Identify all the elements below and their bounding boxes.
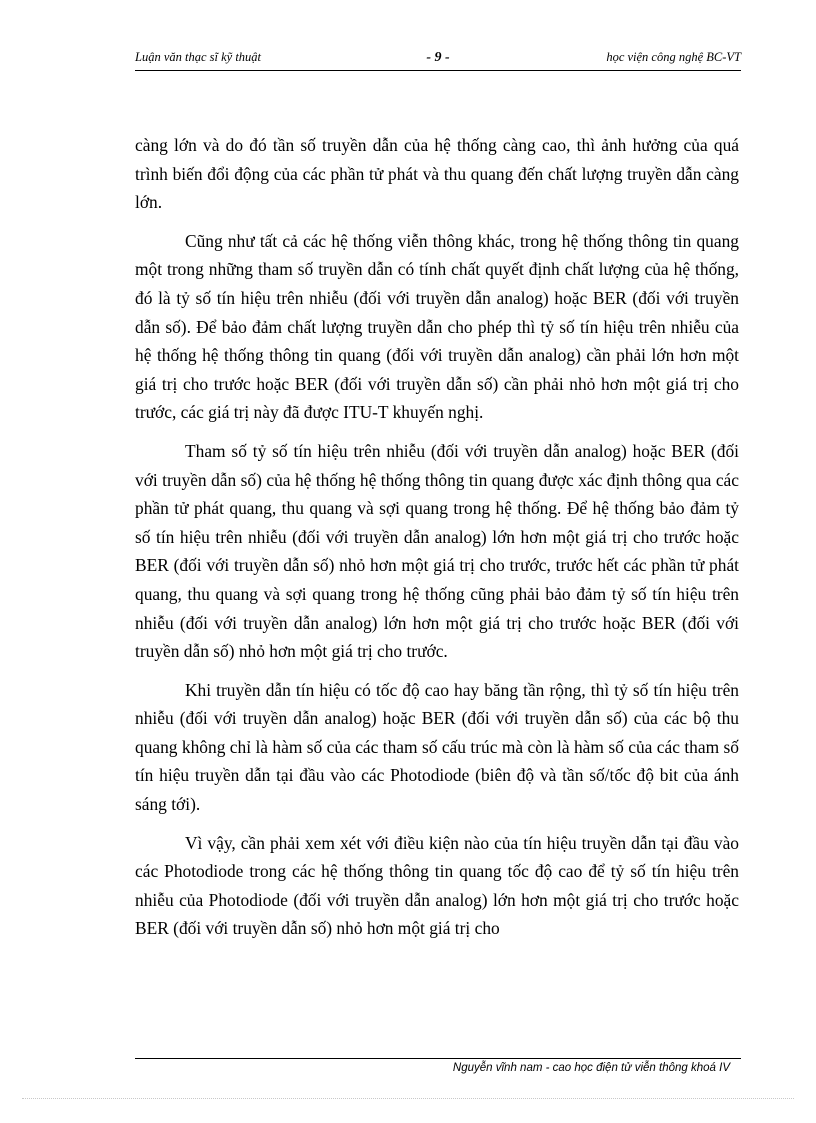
document-body [135,131,739,953]
paragraph-1: càng lớn và do đó tần số truyền dẫn của hệ thống càng cao, thì ảnh hưởng của quá trình biến đổi động của các phần tử phát và thu quang đến chất lượng truyền dẫn càng lớn. [135,135,739,213]
page-footer: Nguyễn vĩnh nam - cao học điện tử viễn thông khoá IV [452,1062,730,1074]
header-divider [135,70,741,71]
paragraph-2: Cũng như tất cả các hệ thống viễn thông khác, trong hệ thống thông tin quang một trong những tham số truyền dẫn có tính chất quyết định chất lượng của hệ thống, đó là tỷ số tín hiệu trên nhiễu (đối với truyền dẫn analog) hoặc BER (đối với truyền dẫn số). Để bảo đảm chất lượng truyền dẫn cho phép thì tỷ số tín hiệu trên nhiễu của hệ thống hệ thống thông tin quang (đối với truyền dẫn analog) cần phải lớn hơn một giá trị cho trước hoặc BER (đối với truyền dẫn số) cần phải nhỏ hơn một giá trị cho trước, các giá trị này đã được ITU-T khuyến nghị. [135,230,739,423]
page-edge-divider [22,1098,794,1099]
paragraph-5: Vì vậy, cần phải xem xét với điều kiện nào của tín hiệu truyền dẫn tại đầu vào các Photodiode trong các hệ thống thông tin quang tốc độ cao để tỷ số tín hiệu trên nhiễu của Photodiode (đối với truyền dẫn analog) lớn hơn một giá trị cho trước hoặc BER (đối với truyền dẫn số) nhỏ hơn một giá trị cho [135,832,739,939]
header-institution: học viện công nghệ BC-VT [606,50,741,64]
page-number: - 9 - [426,50,450,65]
page-header [135,50,741,68]
header-thesis-title: Luận văn thạc sĩ kỹ thuật [135,50,262,64]
footer-divider [135,1058,741,1059]
paragraph-4: Khi truyền dẫn tín hiệu có tốc độ cao hay băng tần rộng, thì tỷ số tín hiệu trên nhiễu (đối với truyền dẫn analog) hoặc BER (đối với truyền dẫn số) của các bộ thu quang không chỉ là hàm số của các tham số cấu trúc mà còn là hàm số của các tham số tín hiệu truyền dẫn tại đầu vào các Photodiode (biên độ và tần số/tốc độ bit của ánh sáng tới). [135,679,739,815]
paragraph-3: Tham số tỷ số tín hiệu trên nhiễu (đối với truyền dẫn analog) hoặc BER (đối với truyền dẫn số) của hệ thống hệ thống thông tin quang được xác định thông qua các phần tử phát quang, thu quang và sợi quang trong hệ thống. Để hệ thống bảo đảm tỷ số tín hiệu trên nhiễu (đối với truyền dẫn analog) lớn hơn một giá trị cho trước hoặc BER (đối với truyền dẫn số) nhỏ hơn một giá trị cho trước, trước hết các phần tử phát quang, thu quang và sợi quang trong hệ thống cũng phải bảo đảm tỷ số tín hiệu trên nhiễu (đối với truyền dẫn analog) lớn hơn một giá trị cho trước hoặc BER (đối với truyền dẫn số) nhỏ hơn một giá trị cho trước. [135,440,739,662]
